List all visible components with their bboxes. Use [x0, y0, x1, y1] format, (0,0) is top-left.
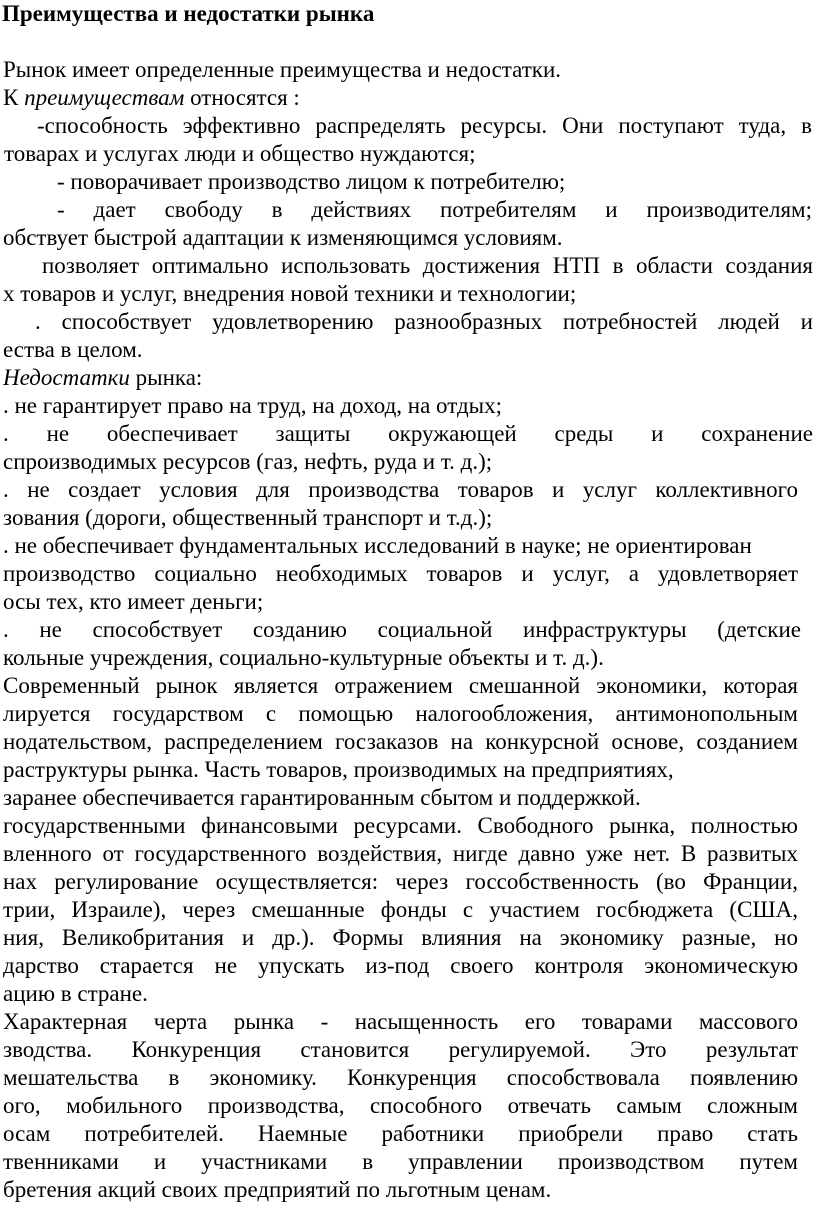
text-line-17: зования (дороги, общественный транспорт и т.д.);	[3, 505, 493, 530]
text-line-2-post: относятся :	[184, 85, 300, 110]
text-line-28: государственными финансовыми ресурсами. Свободного рынка, полностью	[3, 813, 798, 838]
text-line-26: раструктуры рынка. Часть товаров, производимых на предприятиях,	[3, 757, 674, 782]
text-line-29: вленного от государственного воздействия, нигде давно уже нет. В развитых	[3, 841, 798, 866]
text-line-14: . не обеспечивает защиты окружающей среды и сохранение	[3, 421, 813, 446]
text-line-38: ого, мобильного производства, способного отвечать самым сложным	[3, 1093, 798, 1118]
text-line-21: . не способствует созданию социальной инфраструктуры (детские	[3, 617, 801, 642]
text-line-41: бретения акций своих предприятий по льготным ценам.	[3, 1177, 552, 1202]
text-line-1: Рынок имеет определенные преимущества и недостатки.	[3, 57, 562, 82]
text-line-16: . не создает условия для производства товаров и услуг коллективного	[3, 477, 798, 502]
text-line-33: дарство старается не упускать из-под своего контроля экономическую	[3, 953, 798, 978]
page-title: Преимущества и недостатки рынка	[2, 1, 375, 26]
text-line-36: зводства. Конкуренция становится регулируемой. Это результат	[3, 1037, 798, 1062]
text-line-11: ества в целом.	[3, 337, 143, 362]
text-line-8: позволяет оптимально использовать достижения НТП в области создания	[42, 253, 813, 278]
text-line-6: - дает свободу в действиях потребителям и производителям;	[57, 197, 812, 222]
text-line-40: твенниками и участниками в управлении производством путем	[3, 1149, 798, 1174]
text-line-9: х товаров и услуг, внедрения новой техники и технологии;	[3, 281, 577, 306]
text-line-24: лируется государством с помощью налогообложения, антимонопольным	[3, 701, 798, 726]
advantages-term: преимуществам	[24, 85, 185, 110]
text-line-20: осы тех, кто имеет деньги;	[3, 589, 264, 614]
text-line-13: . не гарантирует право на труд, на доход, на отдых;	[3, 393, 503, 418]
text-line-4: товарах и услугах люди и общество нуждаются;	[4, 141, 476, 166]
text-line-27: заранее обеспечивается гарантированным сбытом и поддержкой.	[3, 785, 641, 810]
text-line-31: трии, Израиле), через смешанные фонды с участием госбюджета (США,	[3, 897, 798, 922]
text-line-37: мешательства в экономику. Конкуренция способствовала появлению	[3, 1065, 798, 1090]
text-line-22: кольные учреждения, социально-культурные объекты и т. д.).	[3, 645, 604, 670]
text-line-23: Современный рынок является отражением смешанной экономики, которая	[3, 673, 798, 698]
disadvantages-term: Недостатки	[3, 365, 130, 390]
text-line-18: . не обеспечивает фундаментальных исследований в науке; не ориентирован	[3, 533, 752, 558]
text-line-5: - поворачивает производство лицом к потребителю;	[57, 169, 566, 194]
text-line-2-pre: К	[3, 85, 25, 110]
text-line-15: спроизводимых ресурсов (газ, нефть, руда и т. д.);	[3, 449, 493, 474]
text-line-10: . способствует удовлетворению разнообразных потребностей людей и	[35, 309, 813, 334]
text-line-3: -способность эффективно распределять ресурсы. Они поступают туда, в	[37, 113, 812, 138]
text-line-35: Характерная черта рынка - насыщенность его товарами массового	[3, 1009, 798, 1034]
text-line-12-post: рынка:	[129, 365, 203, 390]
text-line-39: осам потребителей. Наемные работники приобрели право стать	[3, 1121, 798, 1146]
text-line-30: нах регулирование осуществляется: через госсобственность (во Франции,	[3, 869, 798, 894]
text-line-19: производство социально необходимых товаров и услуг, а удовлетворяет	[3, 561, 798, 586]
text-line-34: ацию в стране.	[3, 981, 148, 1006]
text-line-7: обствует быстрой адаптации к изменяющимся условиям.	[3, 225, 563, 250]
text-line-25: нодательством, распределением госзаказов на конкурсной основе, созданием	[3, 729, 798, 754]
text-line-12	[3, 364, 816, 392]
text-line-32: ния, Великобритания и др.). Формы влияния на экономику разные, но	[3, 925, 798, 950]
text-line-2	[3, 84, 816, 112]
